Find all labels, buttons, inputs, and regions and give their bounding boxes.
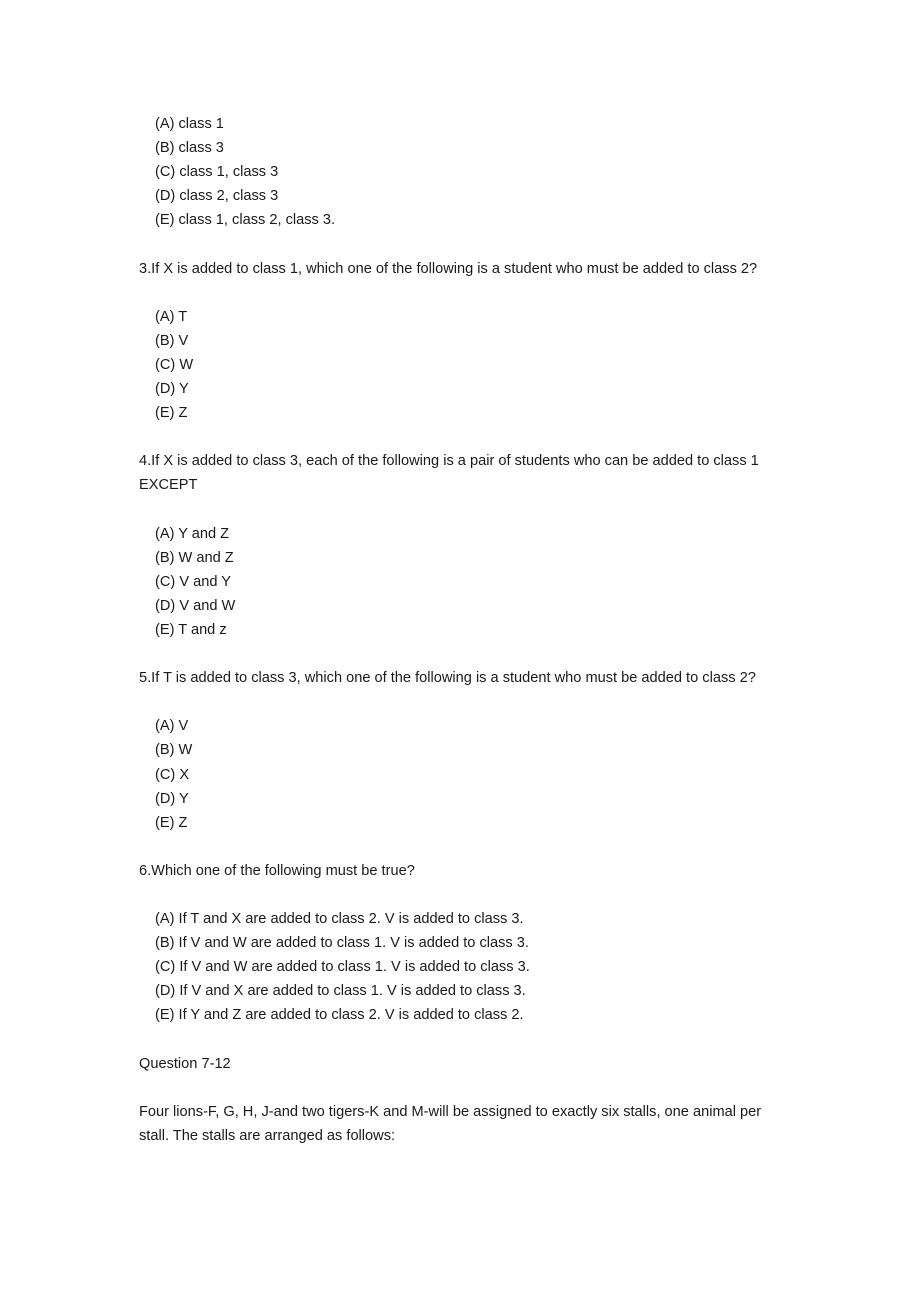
- section-heading: Question 7-12: [139, 1055, 231, 1072]
- option-d: (D) Y: [155, 381, 189, 398]
- option-c: (C) X: [155, 766, 190, 783]
- passage: [139, 1100, 790, 1148]
- option-a: (A) class 1: [155, 116, 224, 132]
- option-b: (B) class 3: [155, 140, 224, 157]
- option-e: (E) Z: [155, 814, 188, 831]
- option-c: (C) V and Y: [155, 573, 231, 590]
- question-5: 5.If T is added to class 3, which one of the following is a student who must be added to class 2?: [139, 670, 756, 687]
- passage-line-1: Four lions-F, G, H, J-and two tigers-K and M-will be assigned to exactly six stalls, one animal per: [139, 1103, 762, 1120]
- option-b: (B) W: [155, 742, 193, 759]
- option-e: (E) class 1, class 2, class 3.: [155, 212, 336, 229]
- option-d: (D) If V and X are added to class 1. V is added to class 3.: [155, 983, 526, 1000]
- question-4-options: [139, 522, 790, 642]
- option-e: (E) T and z: [155, 621, 227, 638]
- top-options-list: [139, 112, 790, 232]
- question-5-options: [139, 714, 790, 834]
- passage-line-2: stall. The stalls are arranged as follows:: [139, 1127, 396, 1144]
- option-c: (C) If V and W are added to class 1. V is added to class 3.: [155, 959, 530, 976]
- option-a: (A) If T and X are added to class 2. V is added to class 3.: [155, 911, 524, 928]
- option-d: (D) Y: [155, 790, 189, 807]
- question-6: 6.Which one of the following must be true?: [139, 862, 415, 879]
- option-d: (D) V and W: [155, 597, 236, 614]
- option-a: (A) T: [155, 308, 188, 325]
- question-3-options: [139, 305, 790, 425]
- question-4-line-1: 4.If X is added to class 3, each of the following is a pair of students who can be added to class 1: [139, 453, 759, 470]
- option-e: (E) If Y and Z are added to class 2. V is added to class 2.: [155, 1007, 524, 1024]
- question-4: [139, 449, 790, 497]
- option-c: (C) W: [155, 356, 194, 373]
- option-a: (A) V: [155, 718, 189, 735]
- option-b: (B) If V and W are added to class 1. V is added to class 3.: [155, 935, 529, 952]
- option-c: (C) class 1, class 3: [155, 164, 279, 181]
- question-4-line-2: EXCEPT: [139, 477, 198, 494]
- question-3: 3.If X is added to class 1, which one of the following is a student who must be added to class 2?: [139, 260, 758, 277]
- option-a: (A) Y and Z: [155, 525, 230, 542]
- question-6-options: [139, 907, 790, 1027]
- option-e: (E) Z: [155, 405, 188, 422]
- option-b: (B) W and Z: [155, 549, 234, 566]
- option-d: (D) class 2, class 3: [155, 188, 279, 205]
- option-b: (B) V: [155, 332, 189, 349]
